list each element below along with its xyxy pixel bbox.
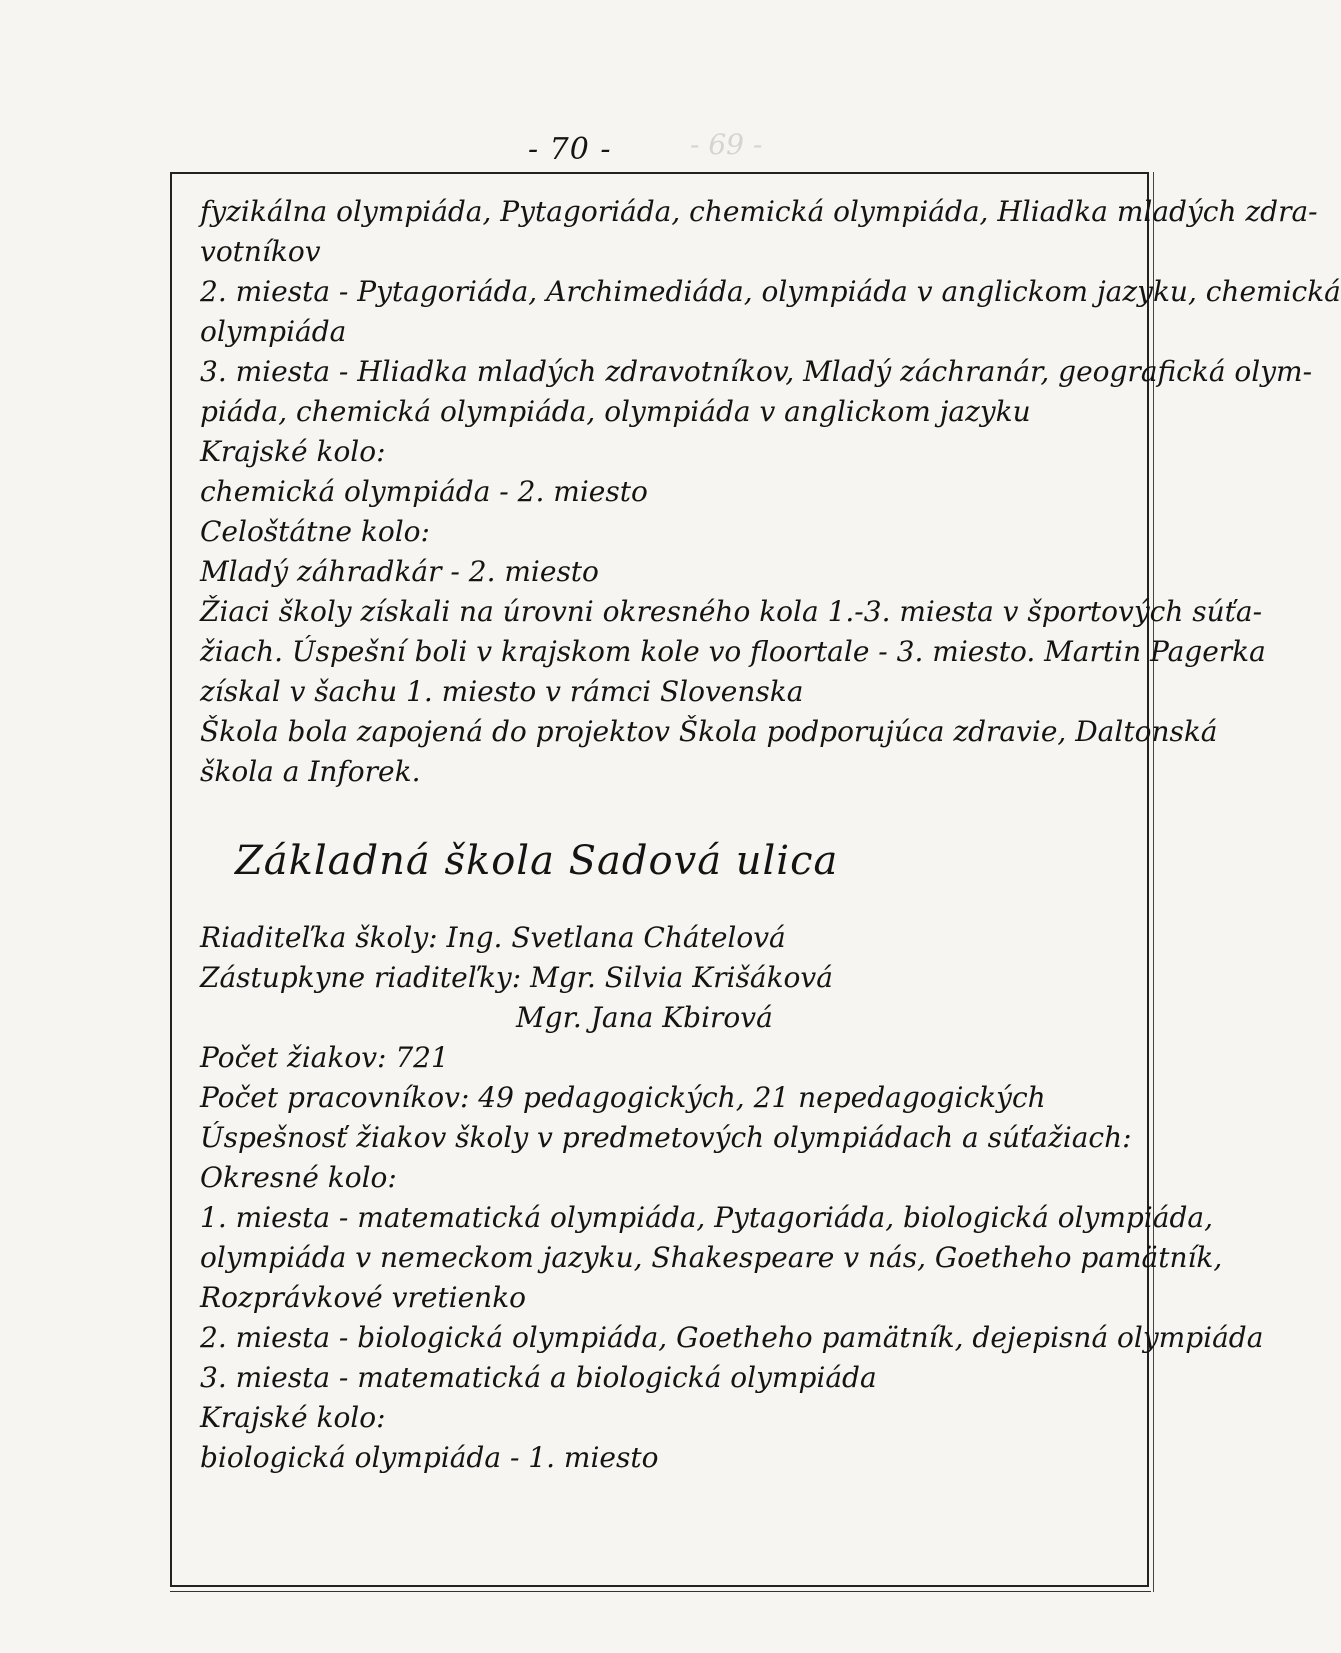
text-line: Rozprávkové vretienko bbox=[200, 1281, 527, 1314]
section-previous-school bbox=[200, 192, 1341, 792]
text-line: žiach. Úspešní boli v krajskom kole vo floortale - 3. miesto. Martin Pagerka bbox=[200, 635, 1266, 668]
text-line: chemická olympiáda - 2. miesto bbox=[200, 475, 648, 508]
text-line: Celoštátne kolo: bbox=[200, 515, 430, 548]
chronicle-content bbox=[200, 192, 1341, 1478]
text-line: olympiáda bbox=[200, 315, 347, 348]
text-line: 1. miesta - matematická olympiáda, Pytagoriáda, biologická olympiáda, bbox=[200, 1201, 1213, 1234]
text-line: Žiaci školy získali na úrovni okresného kola 1.-3. miesta v športových súťa- bbox=[200, 595, 1263, 628]
text-line: biologická olympiáda - 1. miesto bbox=[200, 1441, 659, 1474]
text-line: 3. miesta - matematická a biologická olympiáda bbox=[200, 1361, 877, 1394]
text-line: Mladý záhradkár - 2. miesto bbox=[200, 555, 599, 588]
bleed-through-page-number: - 69 - bbox=[690, 128, 763, 161]
text-line: Riaditeľka školy: Ing. Svetlana Chátelová bbox=[200, 921, 786, 954]
text-line: Počet pracovníkov: 49 pedagogických, 21 nepedagogických bbox=[200, 1081, 1046, 1114]
text-line: získal v šachu 1. miesto v rámci Slovenska bbox=[200, 675, 804, 708]
text-line: votníkov bbox=[200, 235, 321, 268]
text-line: Mgr. Jana Kbirová bbox=[516, 1001, 773, 1034]
text-line: 2. miesta - Pytagoriáda, Archimediáda, olympiáda v anglickom jazyku, chemická bbox=[200, 275, 1341, 308]
school-heading: Základná škola Sadová ulica bbox=[235, 838, 839, 884]
text-line: Krajské kolo: bbox=[200, 435, 386, 468]
chronicle-frame bbox=[170, 172, 1341, 1587]
text-line: piáda, chemická olympiáda, olympiáda v anglickom jazyku bbox=[200, 395, 1031, 428]
text-line: Okresné kolo: bbox=[200, 1161, 397, 1194]
text-line: 3. miesta - Hliadka mladých zdravotníkov, Mladý záchranár, geografická olym- bbox=[200, 355, 1313, 388]
text-line: olympiáda v nemeckom jazyku, Shakespeare v nás, Goetheho pamätník, bbox=[200, 1241, 1223, 1274]
text-line: Zástupkyne riaditeľky: Mgr. Silvia Krišáková bbox=[200, 961, 833, 994]
page-number: - 70 - bbox=[528, 132, 612, 167]
text-line: Úspešnosť žiakov školy v predmetových olympiádach a súťažiach: bbox=[200, 1121, 1132, 1154]
text-line: 2. miesta - biologická olympiáda, Goetheho pamätník, dejepisná olympiáda bbox=[200, 1321, 1264, 1354]
section-sadova-school bbox=[200, 918, 1264, 1478]
text-line: Krajské kolo: bbox=[200, 1401, 386, 1434]
text-line: fyzikálna olympiáda, Pytagoriáda, chemická olympiáda, Hliadka mladých zdra- bbox=[200, 195, 1318, 228]
text-line: škola a Inforek. bbox=[200, 755, 421, 788]
text-line: Škola bola zapojená do projektov Škola podporujúca zdravie, Daltonská bbox=[200, 715, 1218, 748]
text-line: Počet žiakov: 721 bbox=[200, 1041, 449, 1074]
